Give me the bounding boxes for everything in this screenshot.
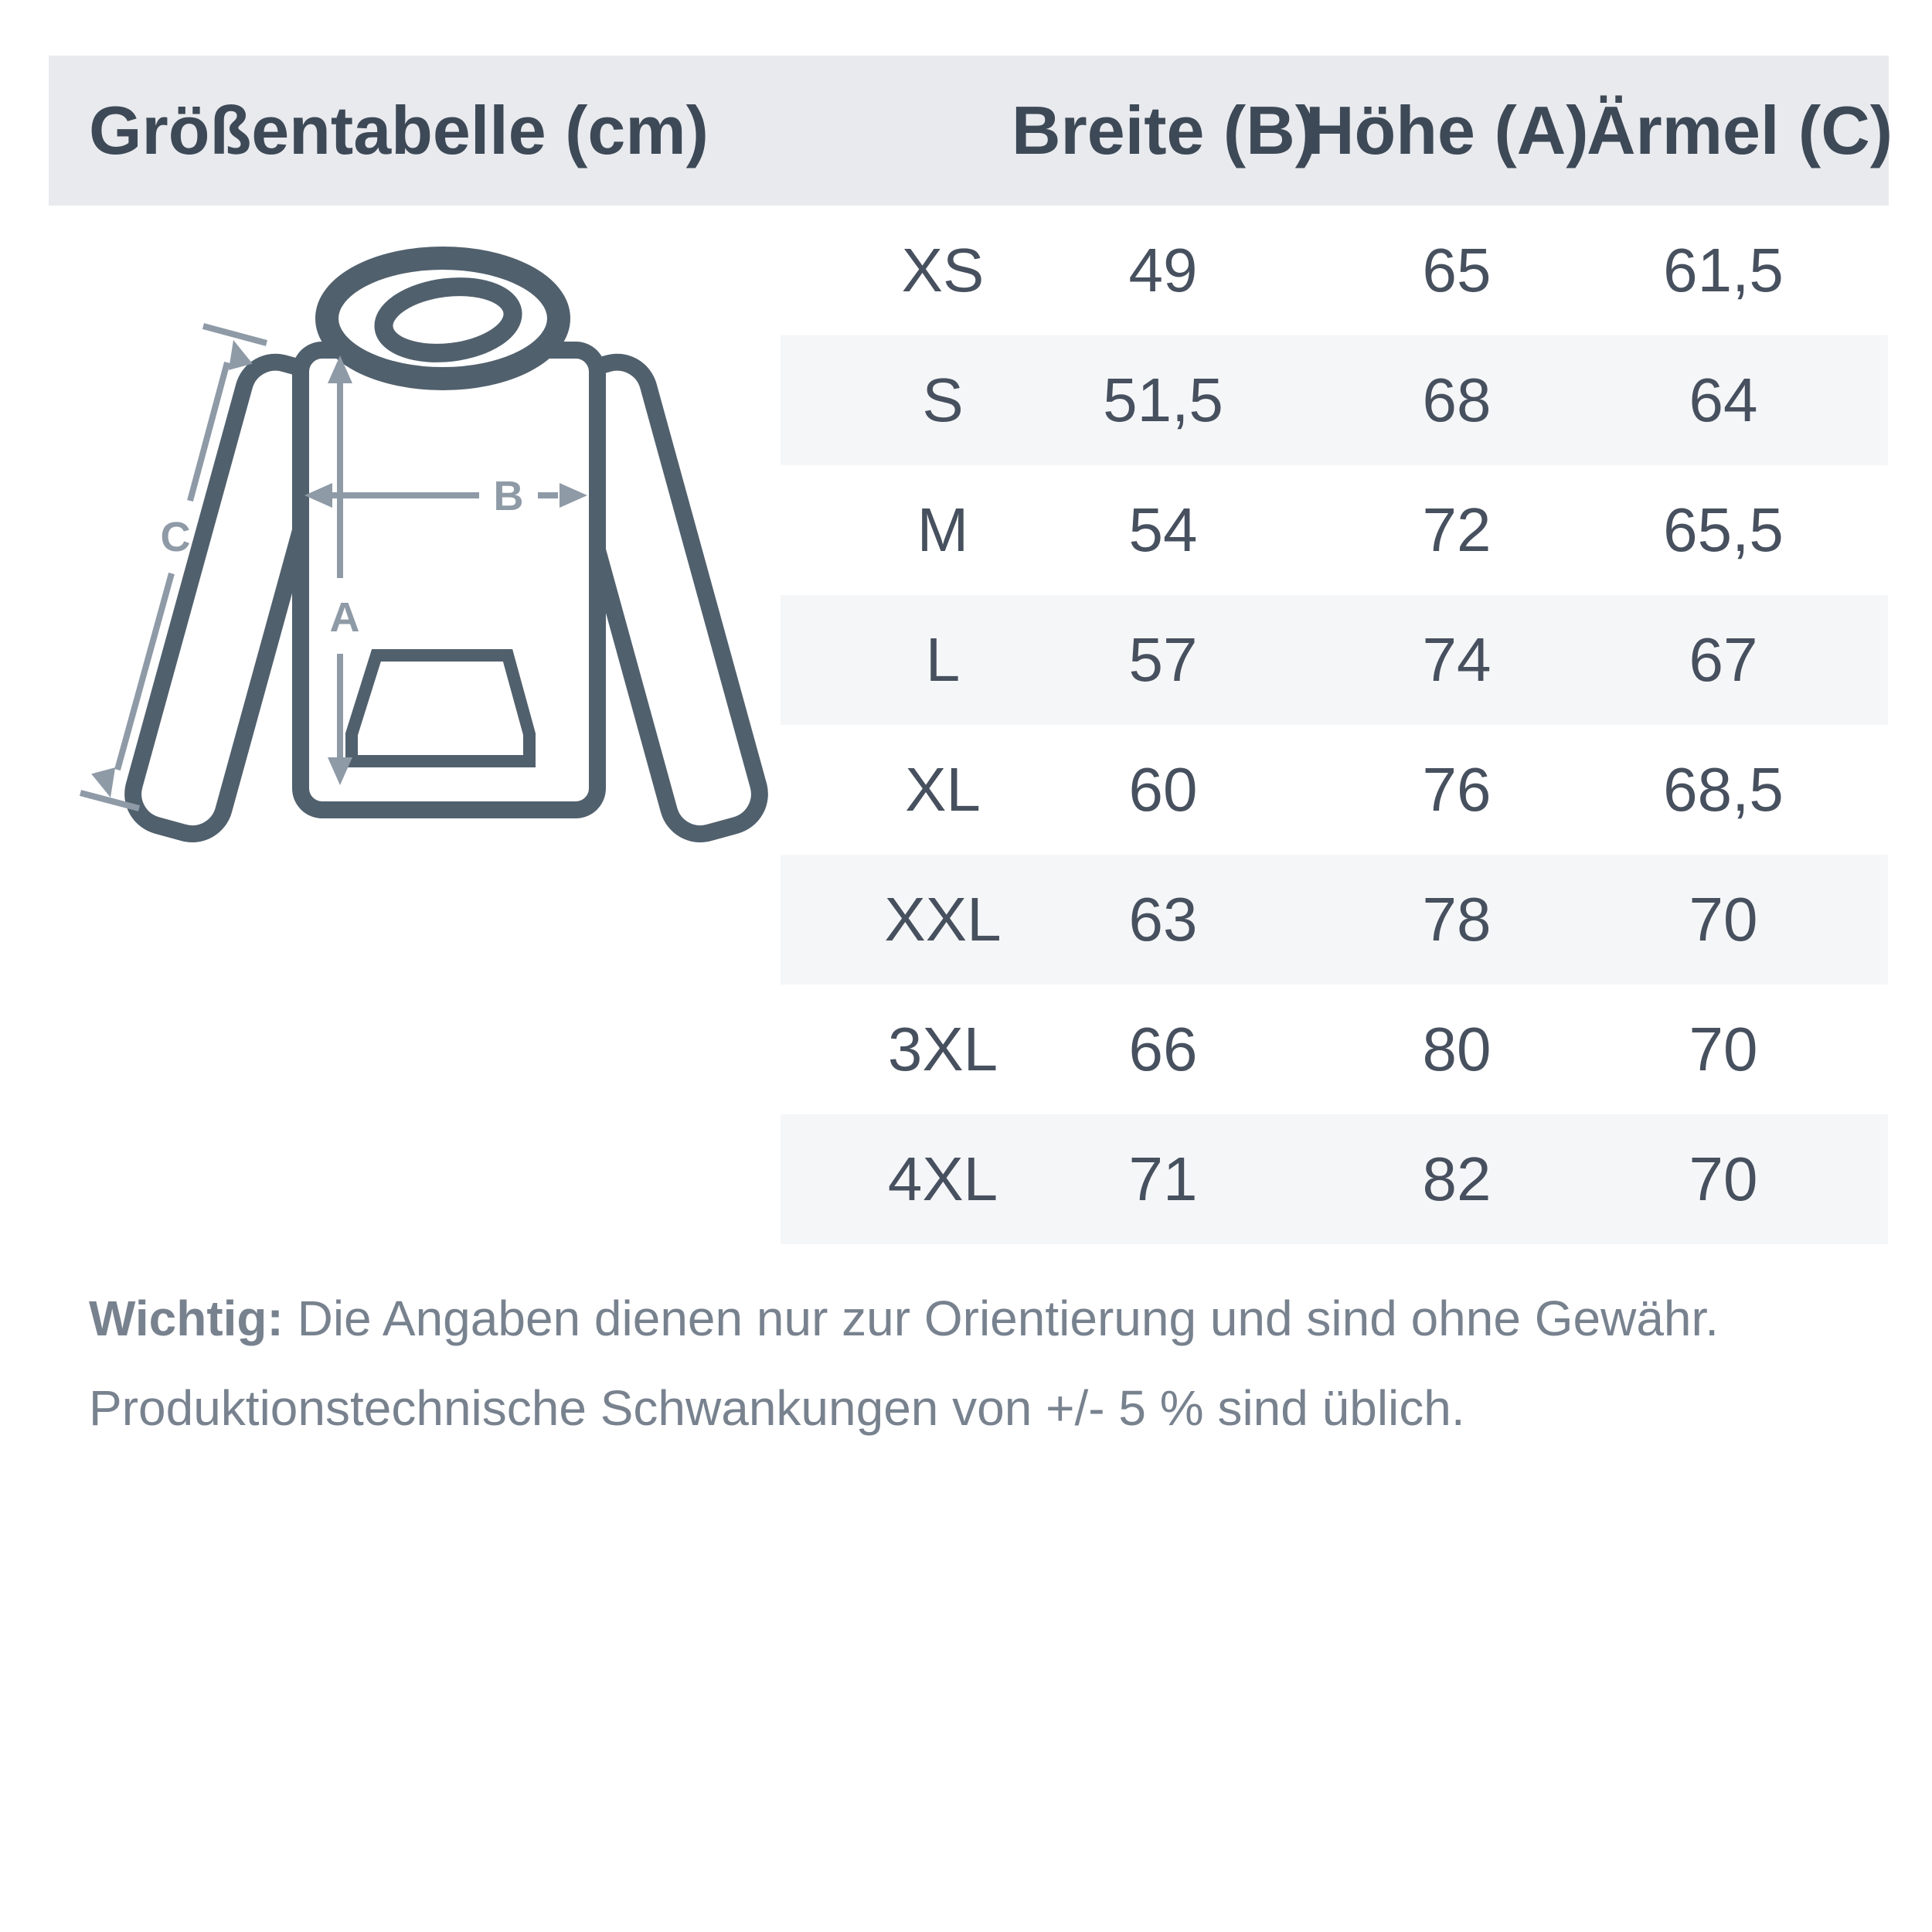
- cell-aermel: 70: [1689, 1145, 1758, 1213]
- cell-size: XXL: [884, 885, 1002, 954]
- cell-hoehe: 74: [1422, 625, 1492, 694]
- disclaimer-text-2: Produktionstechnische Schwankungen von +/- 5 % sind üblich.: [89, 1380, 1465, 1436]
- cell-breite: 63: [1128, 885, 1198, 954]
- table-row: [781, 335, 1888, 465]
- extension-tick-top: [203, 326, 267, 343]
- cell-size: L: [925, 625, 961, 694]
- table-row: [781, 206, 1888, 335]
- table-row: [781, 855, 1888, 985]
- cell-hoehe: 78: [1422, 885, 1492, 954]
- cell-breite: 57: [1128, 625, 1198, 694]
- cell-aermel: 70: [1689, 1015, 1758, 1083]
- table-row: [781, 1114, 1888, 1244]
- hoodie-outline: [126, 258, 767, 842]
- cell-aermel: 61,5: [1663, 236, 1784, 304]
- cell-aermel: 68,5: [1663, 755, 1784, 824]
- cell-aermel: 70: [1689, 885, 1758, 954]
- cell-size: XS: [901, 236, 985, 304]
- hoodie-measurement-diagram: [62, 216, 796, 912]
- cell-hoehe: 76: [1422, 755, 1492, 824]
- disclaimer-line-1: [89, 1274, 1874, 1363]
- disclaimer: [89, 1274, 1874, 1453]
- cell-hoehe: 72: [1422, 495, 1492, 564]
- cell-aermel: 65,5: [1663, 495, 1784, 564]
- disclaimer-text-1: Die Angaben dienen nur zur Orientierung und sind ohne Gewähr.: [297, 1291, 1719, 1346]
- cell-size: 3XL: [887, 1015, 998, 1083]
- cell-breite: 49: [1128, 236, 1198, 304]
- cell-hoehe: 82: [1422, 1145, 1492, 1213]
- table-header: [49, 56, 1893, 206]
- cell-breite: 66: [1128, 1015, 1198, 1083]
- cell-breite: 51,5: [1103, 366, 1223, 434]
- table-row: [781, 595, 1888, 725]
- size-table-body: [781, 206, 1888, 1244]
- table-row: [781, 725, 1888, 855]
- dim-label-a: A: [329, 594, 360, 641]
- cell-size: 4XL: [887, 1145, 998, 1213]
- cell-hoehe: 80: [1422, 1015, 1492, 1083]
- kangaroo-pocket: [352, 655, 529, 761]
- cell-size: XL: [905, 755, 981, 824]
- column-header-breite: Breite (B): [1012, 92, 1318, 168]
- table-row: [781, 985, 1888, 1114]
- column-header-aermel: Ärmel (C): [1587, 92, 1893, 168]
- cell-breite: 60: [1128, 755, 1198, 824]
- column-header-hoehe: Höhe (A): [1305, 92, 1589, 168]
- cell-aermel: 67: [1689, 625, 1758, 694]
- table-row: [781, 465, 1888, 595]
- cell-size: S: [922, 366, 964, 434]
- cell-aermel: 64: [1689, 366, 1758, 434]
- cell-breite: 71: [1128, 1145, 1198, 1213]
- disclaimer-prefix: Wichtig:: [89, 1291, 284, 1346]
- cell-hoehe: 68: [1422, 366, 1492, 434]
- cell-breite: 54: [1128, 495, 1198, 564]
- hood-inner-ring: [380, 280, 517, 360]
- cell-hoehe: 65: [1422, 236, 1492, 304]
- cell-size: M: [917, 495, 969, 564]
- page-title: Größentabelle (cm): [89, 92, 709, 168]
- dim-label-c: C: [160, 514, 191, 560]
- dim-label-b: B: [493, 473, 524, 519]
